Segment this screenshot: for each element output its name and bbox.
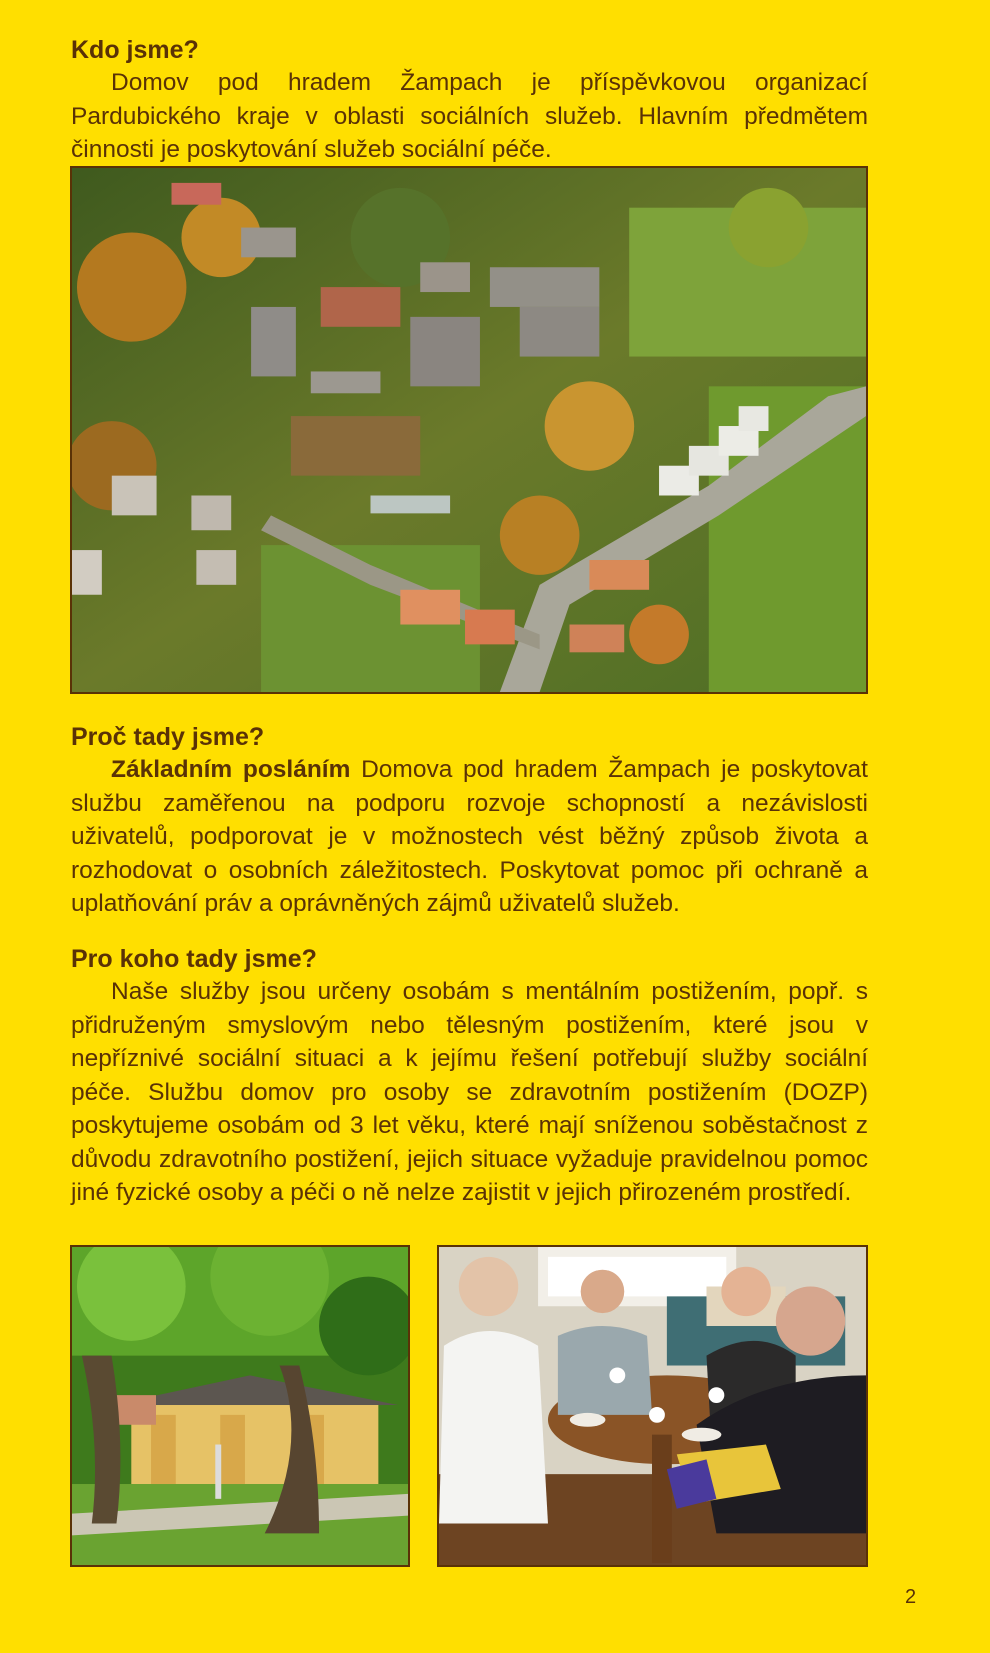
mission-body-text: Domova pod hradem Žampach je poskytovat službu zaměřenou na podporu rozvoje schopností a nezávislosti uživatelů, podporovat je v možnostech vést běžný způsob života a rozhodovat o osobních záležitostech. Poskytovat pomoc při ochraně a uplatňování práv a oprávněných zájmů uživatelů služeb. bbox=[71, 756, 868, 917]
heading-for-whom: Pro koho tady jsme? bbox=[71, 945, 317, 973]
heading-why-we-are-here: Proč tady jsme? bbox=[71, 723, 265, 751]
paragraph-who-we-are: Domov pod hradem Žampach je příspěvkovou organizací Pardubického kraje v oblasti sociálních služeb. Hlavním předmětem činnosti je poskytování služeb sociální péče. bbox=[71, 69, 868, 163]
paragraph-why-we-are-here bbox=[71, 753, 868, 921]
aerial-village-photo bbox=[70, 166, 868, 694]
heading-who-we-are: Kdo jsme? bbox=[71, 36, 199, 64]
residents-at-table-photo bbox=[437, 1245, 868, 1567]
paragraph-for-whom: Naše služby jsou určeny osobám s mentálním postižením, popř. s přidruženým smyslovým nebo tělesným postižením, které jsou v nepříznivé sociální situaci a k jejímu řešení potřebují služby sociální péče. Službu domov pro osoby se zdravotním postižením (DOZP) poskytujeme osobám od 3 let věku, které mají sníženou soběstačnost z důvodu zdravotního postižení, jejich situace vyžaduje pravidelnou pomoc jiné fyzické osoby a péči o ně nelze zajistit v jejich přirozeném prostředí. bbox=[71, 978, 868, 1206]
park-pavilion-photo bbox=[70, 1245, 410, 1567]
page-number: 2 bbox=[905, 1586, 917, 1608]
mission-lead-text: Základním posláním bbox=[111, 756, 351, 783]
